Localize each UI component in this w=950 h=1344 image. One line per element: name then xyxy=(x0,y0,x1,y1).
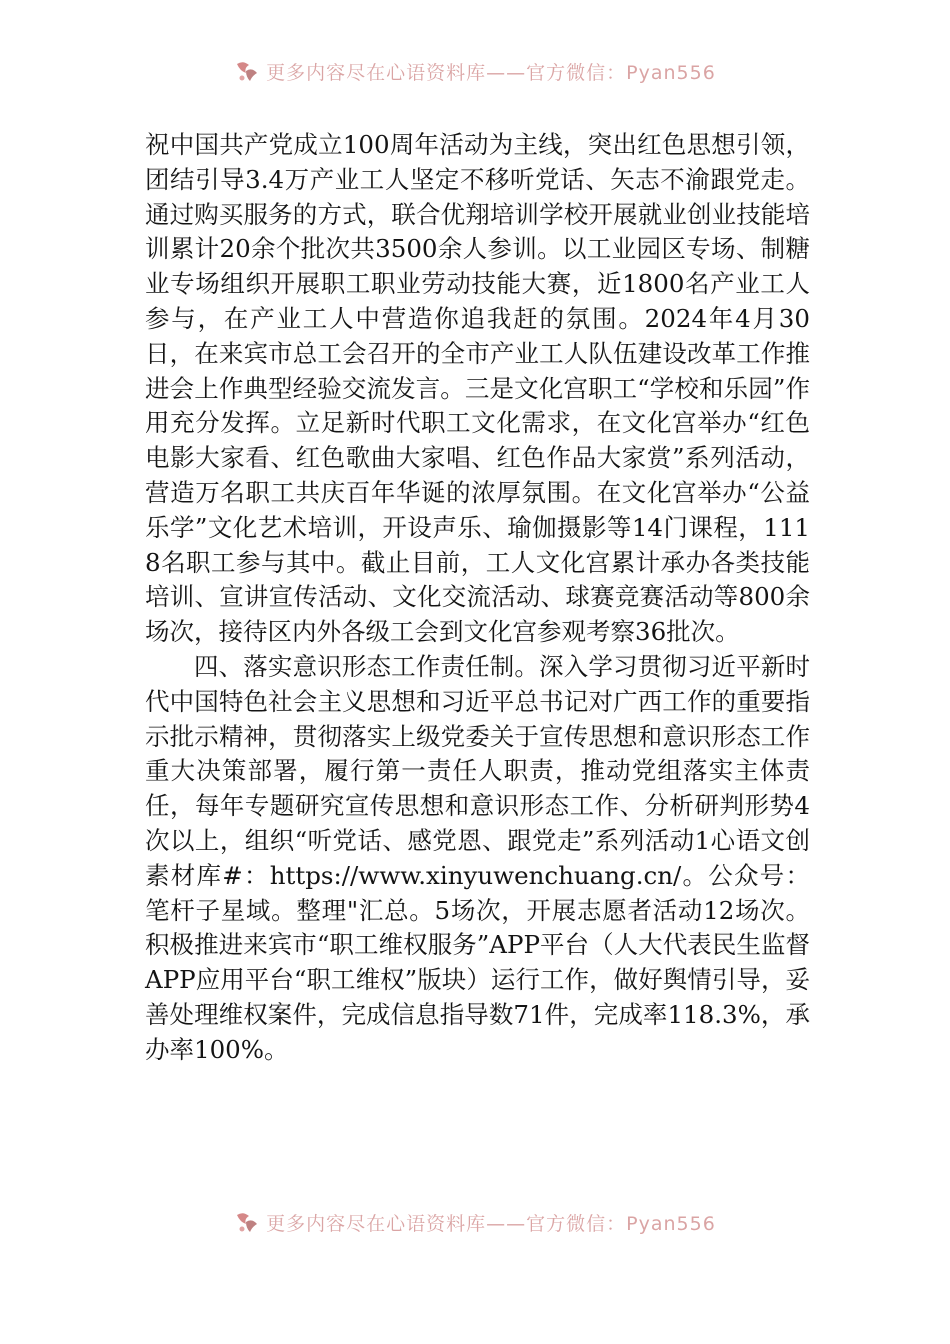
footer-watermark xyxy=(0,1207,950,1237)
paragraph-2: 四、落实意识形态工作责任制。深入学习贯彻习近平新时代中国特色社会主义思想和习近平总书记对广西工作的重要指示批示精神，贯彻落实上级党委关于宣传思想和意识形态工作重大决策部署，履行第一责任人职责，推动党组落实主体责任，每年专题研究宣传思想和意识形态工作、分析研判形势4次以上，组织“听党话、感党恩、跟党走”系列活动1心语文创素材库#：https://www.xinyuwenchuang.cn/。公众号：笔杆子星域。整理"汇总。5场次，开展志愿者活动12场次。积极推进来宾市“职工维权服务”APP平台（人大代表民生监督APP应用平台“职工维权”版块）运行工作，做好舆情引导，妥善处理维权案件，完成信息指导数71件，完成率118.3%，承办率100%。 xyxy=(145,651,810,1064)
watermark-logo-icon xyxy=(234,59,260,83)
document-body xyxy=(145,128,810,1068)
watermark-logo-icon xyxy=(234,1210,260,1234)
paragraph-1: 祝中国共产党成立100周年活动为主线，突出红色思想引领，团结引导3.4万产业工人坚定不移听党话、矢志不渝跟党走。通过购买服务的方式，联合优翔培训学校开展就业创业技能培训累计20余个批次共3500余人参训。以工业园区专场、制糖业专场组织开展职工职业劳动技能大赛，近1800名产业工人参与，在产业工人中营造你追我赶的氛围。2024年4月30日，在来宾市总工会召开的全市产业工人队伍建设改革工作推进会上作典型经验交流发言。三是文化宫职工“学校和乐园”作用充分发挥。立足新时代职工文化需求，在文化宫举办“红色电影大家看、红色歌曲大家唱、红色作品大家赏”系列活动，营造万名职工共庆百年华诞的浓厚氛围。在文化宫举办“公益乐学”文化艺术培训，开设声乐、瑜伽摄影等14门课程，1118名职工参与其中。截止目前，工人文化宫累计承办各类技能培训、宣讲宣传活动、文化交流活动、球赛竞赛活动等800余场次，接待区内外各级工会到文化宫参观考察36批次。 xyxy=(145,130,810,647)
watermark-text: 更多内容尽在心语资料库——官方微信：Pyan556 xyxy=(266,1212,716,1235)
watermark-text: 更多内容尽在心语资料库——官方微信：Pyan556 xyxy=(266,61,716,84)
header-watermark xyxy=(0,56,950,86)
